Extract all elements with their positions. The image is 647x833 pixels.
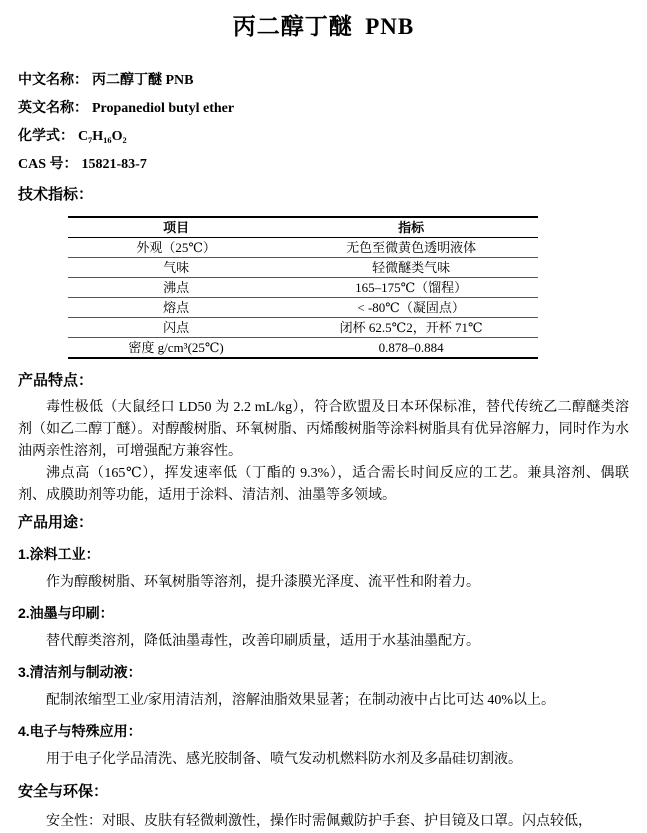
- cas-label: CAS 号：: [18, 157, 78, 172]
- table-row-melting-point: [68, 298, 538, 318]
- english-name-label: 英文名称：: [18, 101, 88, 116]
- formula-label: 化学式：: [18, 129, 74, 144]
- table-row-odor: [68, 258, 538, 278]
- spec-item: 气味: [68, 258, 284, 278]
- table-row-appearance: [68, 238, 538, 258]
- chinese-name-value: 丙二醇丁醚 PNB: [92, 73, 194, 88]
- safety-paragraph: 安全性：对眼、皮肤有轻微刺激性，操作时需佩戴防护手套、护目镜及口罩。闪点较低，: [46, 814, 592, 829]
- use-item-title: 4.电子与特殊应用：: [18, 723, 142, 739]
- chinese-name-label: 中文名称：: [18, 73, 88, 88]
- specs-table: [68, 216, 538, 359]
- basic-info-row-formula: [18, 123, 629, 151]
- safety-section: [18, 780, 629, 833]
- basic-info-row-english-name: [18, 95, 629, 123]
- formula-value: C₇H₁₆O₂: [78, 129, 127, 144]
- specs-table-header-row: [68, 217, 538, 238]
- specs-header-value: 指标: [284, 217, 538, 238]
- features-section: [18, 369, 629, 507]
- spec-item: 外观（25℃）: [68, 238, 284, 258]
- use-item-electronics-special: [18, 721, 629, 771]
- section-heading-features: 产品特点：: [18, 372, 94, 389]
- spec-value: 轻微醚类气味: [284, 258, 538, 278]
- use-item-coatings: [18, 544, 629, 594]
- specs-header-item: 项目: [68, 217, 284, 238]
- basic-info-row-cas: [18, 151, 629, 179]
- table-row-boiling-point: [68, 278, 538, 298]
- spec-value: 165–175℃（馏程）: [284, 278, 538, 298]
- use-item-cleaners-brake-fluid: [18, 662, 629, 712]
- spec-item: 熔点: [68, 298, 284, 318]
- use-item-title: 3.清洁剂与制动液：: [18, 664, 142, 680]
- cas-value: 15821-83-7: [81, 157, 147, 172]
- features-paragraph-2: 沸点高（165℃），挥发速率低（丁酯的 9.3%），适合需长时间反应的工艺。兼具溶剂、偶联剂、成膜助剂等功能，适用于涂料、清洁剂、油墨等多领域。: [18, 466, 629, 503]
- english-name-value: Propanediol butyl ether: [92, 101, 235, 116]
- spec-item: 密度 g/cm³(25℃): [128, 340, 224, 355]
- use-item-text: 作为醇酸树脂、环氧树脂等溶剂，提升漆膜光泽度、流平性和附着力。: [46, 575, 480, 590]
- uses-section: [18, 511, 629, 771]
- spec-value: < -80℃（凝固点）: [284, 298, 538, 318]
- basic-info-row-chinese-name: [18, 67, 629, 95]
- table-row-density: [68, 338, 538, 359]
- basic-info-block: [18, 67, 629, 179]
- section-heading-tech-specs: 技术指标：: [18, 186, 94, 203]
- spec-value: 闭杯 62.5℃2，开杯 71℃: [284, 318, 538, 338]
- use-item-inks-printing: [18, 603, 629, 653]
- use-item-title: 1.涂料工业：: [18, 546, 100, 562]
- section-heading-safety: 安全与环保：: [18, 783, 109, 800]
- use-item-text: 替代醇类溶剂，降低油墨毒性，改善印刷质量，适用于水基油墨配方。: [46, 634, 480, 649]
- spec-value: 0.878–0.884: [378, 340, 444, 355]
- use-item-text: 配制浓缩型工业/家用清洁剂，溶解油脂效果显著；在制动液中占比可达 40%以上。: [46, 693, 556, 708]
- use-item-title: 2.油墨与印刷：: [18, 605, 114, 621]
- spec-value: 无色至微黄色透明液体: [284, 238, 538, 258]
- page-title: 丙二醇丁醚 PNB: [232, 14, 415, 39]
- features-paragraph-1: 毒性极低（大鼠经口 LD50 为 2.2 mL/kg），符合欧盟及日本环保标准，替代传统乙二醇醚类溶剂（如乙二醇丁醚）。对醇酸树脂、环氧树脂、丙烯酸树脂等涂料树脂具有优异溶解力，同时作为水油两亲性溶剂，可增强配方兼容性。: [18, 400, 629, 459]
- spec-item: 闪点: [68, 318, 284, 338]
- section-heading-uses: 产品用途：: [18, 514, 94, 531]
- use-item-text: 用于电子化学品清洗、感光胶制备、喷气发动机燃料防水剂及多晶硅切割液。: [46, 752, 522, 767]
- spec-item: 沸点: [68, 278, 284, 298]
- table-row-flash-point: [68, 318, 538, 338]
